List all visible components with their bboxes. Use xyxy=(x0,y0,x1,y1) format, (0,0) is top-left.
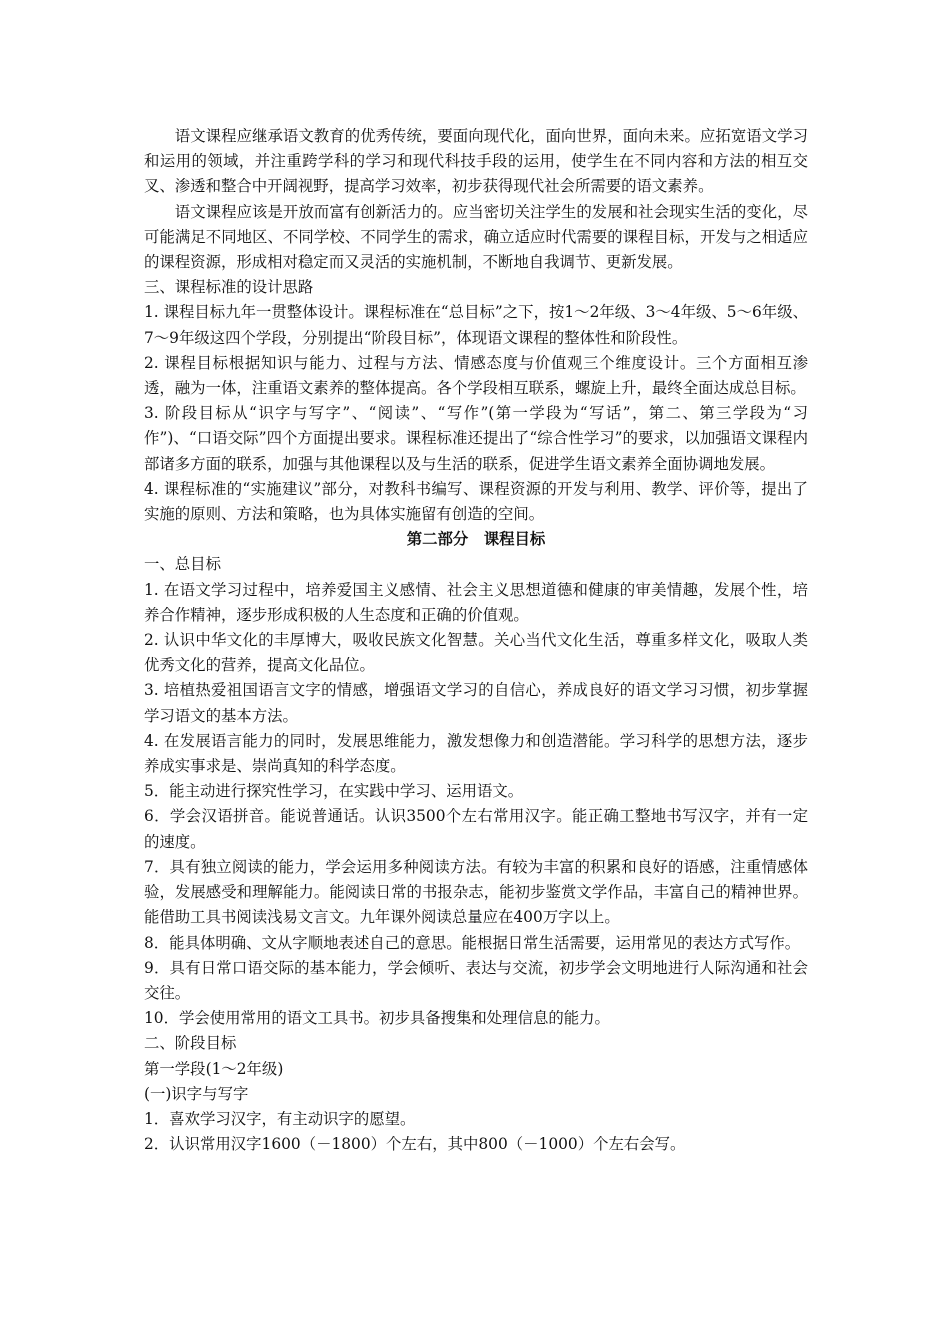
paragraph-inheritance: 语文课程应继承语文教育的优秀传统，要面向现代化，面向世界，面向未来。应拓宽语文学习和运用的领域，并注重跨学科的学习和现代科技手段的运用，使学生在不同内容和方法的相互交叉、渗透和整合中开阔视野，提高学习效率，初步获得现代社会所需要的语文素养。 xyxy=(144,127,808,196)
section-heading-overall-goals: 一、总目标 xyxy=(144,555,221,574)
goal-item-9: 9．具有日常口语交际的基本能力，学会倾听、表达与交流，初步学会文明地进行人际沟通和社会交往。 xyxy=(144,958,808,1002)
document-page xyxy=(144,124,808,1157)
goal-item-3: 3. 培植热爱祖国语言文字的情感，增强语文学习的自信心，养成良好的语文学习习惯，初步掌握学习语文的基本方法。 xyxy=(144,681,808,725)
subsection-literacy-writing: (一)识字与写字 xyxy=(144,1084,249,1103)
goal-item-5: 5．能主动进行探究性学习，在实践中学习、运用语文。 xyxy=(144,782,524,801)
design-item-3: 3. 阶段目标从“识字与写字”、“阅读”、“写作”(第一学段为“写话”，第二、第三学段为“习作”)、“口语交际”四个方面提出要求。课程标准还提出了“综合性学习”的要求，以加强语文课程内部诸多方面的联系，加强与其他课程以及与生活的联系，促进学生语文素养全面协调地发展。 xyxy=(144,404,808,473)
stage-one-item-1: 1．喜欢学习汉字，有主动识字的愿望。 xyxy=(144,1109,416,1128)
goal-item-4: 4. 在发展语言能力的同时，发展思维能力，激发想像力和创造潜能。学习科学的思想方法，逐步养成实事求是、崇尚真知的科学态度。 xyxy=(144,731,808,776)
goal-item-7: 7．具有独立阅读的能力，学会运用多种阅读方法。有较为丰富的积累和良好的语感，注重情感体验，发展感受和理解能力。能阅读日常的书报杂志，能初步鉴赏文学作品，丰富自己的精神世界。能借助工具书阅读浅易文言文。九年课外阅读总量应在400万字以上。 xyxy=(144,857,808,927)
part-two-title: 第二部分 课程目标 xyxy=(406,530,546,549)
goal-item-10: 10．学会使用常用的语文工具书。初步具备搜集和处理信息的能力。 xyxy=(144,1009,610,1028)
goal-item-2: 2. 认识中华文化的丰厚博大，吸收民族文化智慧。关心当代文化生活，尊重多样文化，吸取人类优秀文化的营养，提高文化品位。 xyxy=(144,631,808,675)
design-item-4: 4. 课程标准的“实施建议”部分，对教科书编写、课程资源的开发与利用、教学、评价等，提出了实施的原则、方法和策略，也为具体实施留有创造的空间。 xyxy=(144,479,808,524)
goal-item-6: 6．学会汉语拼音。能说普通话。认识3500个左右常用汉字。能正确工整地书写汉字，并有一定的速度。 xyxy=(144,807,808,851)
goal-item-1: 1. 在语文学习过程中，培养爱国主义感情、社会主义思想道德和健康的审美情趣，发展个性，培养合作精神，逐步形成积极的人生态度和正确的价值观。 xyxy=(144,580,808,624)
design-item-2: 2. 课程目标根据知识与能力、过程与方法、情感态度与价值观三个维度设计。三个方面相互渗透，融为一体，注重语文素养的整体提高。各个学段相互联系，螺旋上升，最终全面达成总目标。 xyxy=(144,353,808,398)
section-heading-design: 三、课程标准的设计思路 xyxy=(144,278,314,297)
section-heading-stage-goals: 二、阶段目标 xyxy=(144,1034,237,1053)
goal-item-8: 8．能具体明确、文从字顺地表述自己的意思。能根据日常生活需要，运用常见的表达方式写作。 xyxy=(144,933,801,952)
stage-one-item-2: 2．认识常用汉字1600（－1800）个左右，其中800（－1000）个左右会写。 xyxy=(144,1135,686,1154)
design-item-1: 1. 课程目标九年一贯整体设计。课程标准在“总目标”之下，按1～2年级、3～4年级、5～6年级、7～9年级这四个学段，分别提出“阶段目标”，体现语文课程的整体性和阶段性。 xyxy=(144,303,808,347)
stage-one-heading: 第一学段(1～2年级) xyxy=(144,1059,284,1078)
paragraph-openness: 语文课程应该是开放而富有创新活力的。应当密切关注学生的发展和社会现实生活的变化，尽可能满足不同地区、不同学校、不同学生的需求，确立适应时代需要的课程目标，开发与之相适应的课程资源，形成相对稳定而又灵活的实施机制，不断地自我调节、更新发展。 xyxy=(144,202,808,272)
